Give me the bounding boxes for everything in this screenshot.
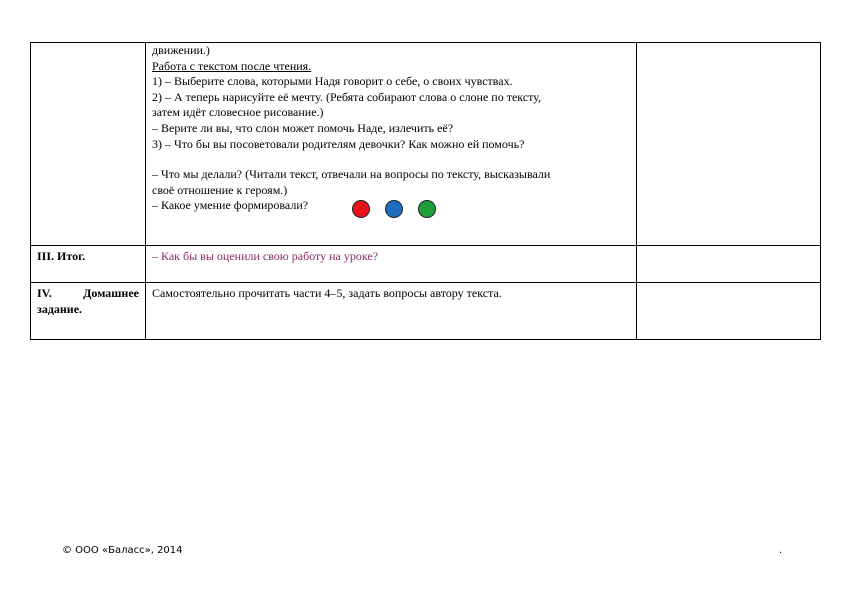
border-mark bbox=[786, 42, 820, 43]
text-line: – Что мы делали? (Читали текст, отвечали на вопросы по тексту, высказывали bbox=[152, 167, 551, 182]
red-dot-icon bbox=[352, 200, 370, 218]
text-line: затем идёт словесное рисование.) bbox=[152, 105, 324, 120]
stage-numeral: III. bbox=[37, 249, 55, 263]
notes-cell bbox=[637, 283, 821, 340]
text-line: 3) – Что бы вы посоветовали родителям девочки? Как можно ей помочь? bbox=[152, 136, 525, 151]
notes-cell bbox=[637, 246, 821, 283]
border-mark bbox=[786, 245, 820, 246]
stage-cell bbox=[31, 246, 146, 283]
stage-name: задание. bbox=[37, 301, 83, 316]
stage-name: Домашнее bbox=[83, 286, 139, 300]
text-line: своё отношение к героям.) bbox=[152, 182, 288, 197]
activity-cell bbox=[146, 246, 637, 283]
footer-copyright: © ООО «Баласс», 2014 bbox=[62, 545, 183, 556]
text-line: 1) – Выберите слова, которыми Надя говорит о себе, о своих чувствах. bbox=[152, 74, 513, 89]
stage-cell bbox=[31, 283, 146, 340]
table-row bbox=[31, 246, 821, 283]
table-row bbox=[31, 283, 821, 340]
lesson-table bbox=[30, 42, 821, 340]
spacer bbox=[152, 152, 630, 167]
text-line: – Какое умение формировали? bbox=[152, 198, 309, 213]
stage-name: Итог. bbox=[57, 249, 86, 263]
stage-cell bbox=[31, 43, 146, 246]
border-mark bbox=[30, 42, 56, 43]
green-dot-icon bbox=[418, 200, 436, 218]
section-heading: Работа с текстом после чтения. bbox=[152, 58, 312, 73]
notes-cell bbox=[637, 43, 821, 246]
summary-question: – Как бы вы оценили свою работу на уроке? bbox=[152, 249, 379, 263]
blue-dot-icon bbox=[385, 200, 403, 218]
footer-dot: . bbox=[779, 545, 783, 556]
text-line: движении.) bbox=[152, 43, 210, 57]
color-dots bbox=[352, 200, 436, 218]
activity-cell bbox=[146, 283, 637, 340]
stage-heading bbox=[37, 286, 139, 302]
homework-text: Самостоятельно прочитать части 4–5, задать вопросы автору текста. bbox=[152, 286, 502, 300]
text-line: – Верите ли вы, что слон может помочь Наде, излечить её? bbox=[152, 120, 454, 135]
stage-numeral: IV. bbox=[37, 286, 52, 300]
text-line: 2) – А теперь нарисуйте её мечту. (Ребята собирают слова о слоне по тексту, bbox=[152, 89, 542, 104]
